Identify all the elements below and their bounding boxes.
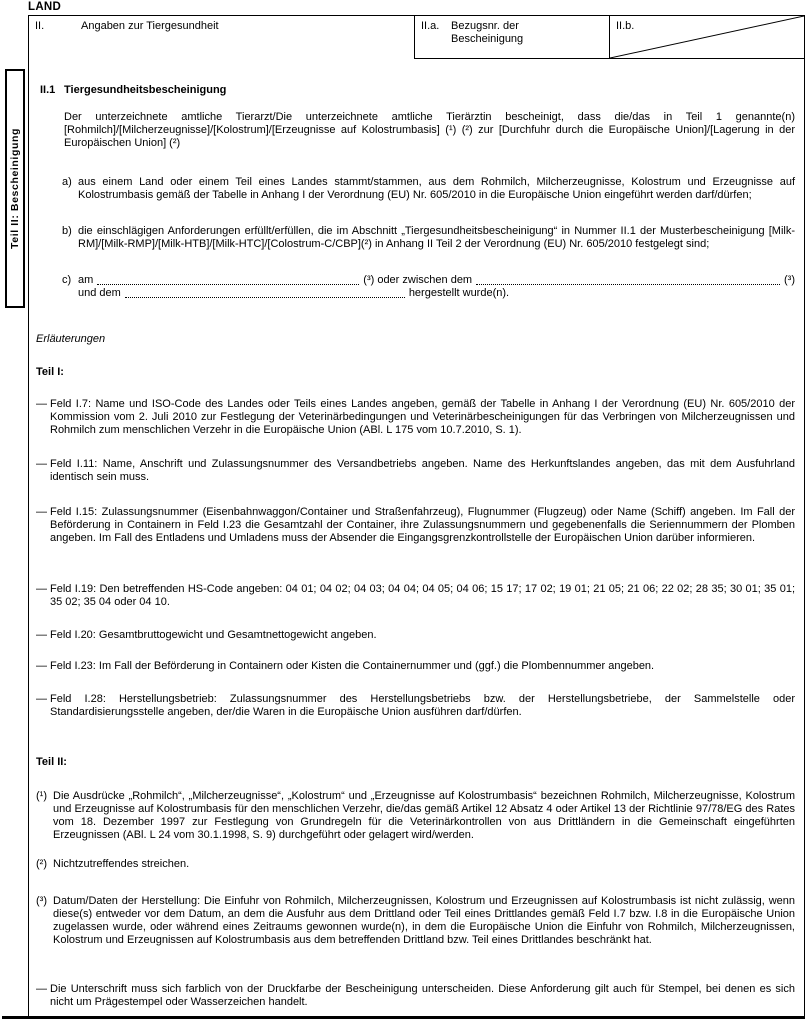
- dash-marker: —: [36, 506, 47, 518]
- date-line-2: [78, 287, 795, 300]
- field-note-i11: [36, 458, 795, 484]
- header-cell-number: II.a.: [421, 20, 440, 32]
- footnote-text: Nichtzutreffendes streichen.: [53, 858, 190, 870]
- dash-marker: —: [36, 458, 47, 470]
- item-text: aus einem Land oder einem Teil eines Landes stammt/stammen, aus dem Rohmilch, Milcherzeugnisse, Kolostrum und Erzeugnisse auf Kolostrumbasis gemäß der Tabelle in Anhang I der Verordnung (EU) Nr. 605/2010 in die Europäische Union eingeführt werden darf/dürfen;: [78, 176, 795, 201]
- diagonal-strike-line: [610, 16, 804, 58]
- footnote-ref: (³): [784, 274, 795, 286]
- field-note-i20: [36, 629, 795, 642]
- page-bottom-rule: [2, 1016, 805, 1019]
- date-line-1: [78, 274, 795, 287]
- field-note-i15: [36, 506, 795, 545]
- field-note-i7: [36, 398, 795, 437]
- section-title: Tiergesundheitsbescheinigung: [64, 84, 227, 96]
- footnote-marker: (²): [36, 858, 47, 870]
- explanations-title: Erläuterungen: [36, 333, 106, 345]
- field-note-i19: [36, 583, 795, 609]
- footnote-1: [36, 790, 795, 842]
- field-note-i23: [36, 660, 795, 673]
- date-line-text: (³) oder zwischen dem: [363, 274, 473, 286]
- item-label: c): [62, 274, 72, 286]
- dash-marker: —: [36, 660, 47, 672]
- section-heading: [40, 84, 780, 97]
- header-cell-animal-health: [29, 16, 414, 59]
- dash-marker: —: [36, 693, 47, 705]
- footnote-marker: (¹): [36, 790, 47, 802]
- part-ii-title: Teil II:: [36, 756, 67, 768]
- date-line-text: am: [78, 274, 94, 286]
- field-note-text: Feld I.23: Im Fall der Beförderung in Containern oder Kisten die Containernummer und (ggf.) die Plombennummer angeben.: [50, 660, 655, 672]
- field-note-text: Feld I.19: Den betreffenden HS-Code angeben: 04 01; 04 02; 04 03; 04 04; 04 05; 04 06; 15 17; 17 02; 19 01; 21 05; 21 06; 22 02; 28 35; 30 01; 35 01; 35 02; 35 04 oder 04 10.: [50, 583, 795, 608]
- date-line-text: hergestellt wurde(n).: [408, 287, 510, 299]
- footnote-marker: (³): [36, 895, 47, 907]
- part-i-title: Teil I:: [36, 366, 64, 378]
- certification-item-a: [62, 176, 795, 202]
- header-cell-label: Bezugsnr. der Bescheinigung: [451, 20, 524, 45]
- footnote-2: [36, 858, 795, 871]
- certification-intro-paragraph: Der unterzeichnete amtliche Tierarzt/Die unterzeichnete amtliche Tierärztin bescheinigt, dass die/das in Teil 1 genannte(n) [Rohmilch]/[Milcherzeugnisse]/[Kolostrum]/[Erzeugnisse auf Kolostrumbasis] (¹) (²) zur [Durchfuhr durch die Europäische Union]/[Lagerung in der Europäischen Union] (²): [64, 111, 795, 149]
- field-note-text: Feld I.20: Gesamtbruttogewicht und Gesamtnettogewicht angeben.: [50, 629, 377, 641]
- header-table: [29, 16, 804, 59]
- field-note-text: Feld I.7: Name und ISO-Code des Landes oder Teils eines Landes angeben, gemäß der Tabelle in Anhang I der Verordnung (EU) Nr. 605/2010 der Kommission vom 2. Juli 2010 zur Festlegung der Veterinärbedingungen und Veterinärbescheinigungen für das Verbringen von Milcherzeugnissen und Rohmilch zum menschlichen Verzehr in die Europäische Union (ABl. L 175 vom 10.7.2010, S. 1).: [50, 398, 795, 436]
- part-ii-side-tab-label: Teil II: Bescheinigung: [8, 128, 21, 249]
- field-note-i28: [36, 693, 795, 719]
- dash-marker: —: [36, 583, 47, 595]
- date-line-text: und dem: [78, 287, 121, 299]
- header-cell-label: Angaben zur Tiergesundheit: [81, 20, 219, 32]
- dash-marker: —: [36, 983, 47, 995]
- certification-item-b: [62, 225, 795, 251]
- item-label: a): [62, 176, 72, 188]
- item-text: die einschlägigen Anforderungen erfüllt/erfüllen, die im Abschnitt „Tiergesundheitsbescheinigung“ in Nummer II.1 der Musterbescheinigung [Milk-RM]/[Milk-RMP]/[Milk-HTB]/[Milk-HTC]/[Colostrum-C/CBP](²) in Anhang II Teil 2 der Verordnung (EU) Nr. 605/2010 festgelegt sind;: [78, 225, 795, 250]
- part-ii-side-tab: [5, 69, 25, 308]
- section-number: II.1: [40, 84, 56, 96]
- field-note-text: Feld I.11: Name, Anschrift und Zulassungsnummer des Versandbetriebs angeben. Name des Herkunftslandes angeben, das mit dem Ausfuhrland identisch sein muss.: [50, 458, 795, 483]
- field-note-text: Feld I.15: Zulassungsnummer (Eisenbahnwaggon/Container und Straßenfahrzeug), Flugnummer (Flugzeug) oder Name (Schiff) angeben. Im Fall der Beförderung in Containern in Feld I.23 die Gesamtzahl der Container, ihre Zulassungsnummern und gegebenenfalls die Seriennummern der Plomben angeben. Im Fall des Entladens und Umladens muss der Absender die Eingangsgrenzkontrollstelle der Europäischen Union darüber informieren.: [50, 506, 795, 544]
- header-cell-number: II.b.: [616, 20, 635, 32]
- dash-marker: —: [36, 629, 47, 641]
- item-label: b): [62, 225, 72, 237]
- footnote-text: Datum/Daten der Herstellung: Die Einfuhr von Rohmilch, Milcherzeugnissen, Kolostrum und Erzeugnissen auf Kolostrumbasis ist nicht zulässig, wenn diese(s) entweder vor dem Datum, an dem die Ausfuhr aus dem Drittland oder Teil eines Drittlandes gemäß Feld I.7 bzw. I.8 in die Europäische Union zugelassen wurde, oder während eines Zeitraums gewonnen wurde(n), in dem die Europäische Union die Einfuhr von Rohmilch, Milcherzeugnissen, Kolostrum und Erzeugnissen auf Kolostrumbasis aus dem betreffenden Drittland bzw. Teil eines Drittlandes beschränkt hat.: [53, 895, 795, 946]
- dotted-fill-field: [476, 276, 780, 285]
- dotted-fill-field: [97, 276, 359, 285]
- dash-marker: —: [36, 398, 47, 410]
- signature-note: [36, 983, 795, 1009]
- signature-note-text: Die Unterschrift muss sich farblich von der Druckfarbe der Bescheinigung unterscheiden. Diese Anforderung gilt auch für Stempel, bei denen es sich nicht um Prägestempel oder Wasserzeichen handelt.: [50, 983, 795, 1008]
- header-cell-reference-number: [414, 16, 609, 59]
- certification-item-c: [62, 274, 795, 300]
- dotted-fill-field: [125, 289, 405, 298]
- country-label: LAND: [28, 1, 62, 13]
- field-note-text: Feld I.28: Herstellungsbetrieb: Zulassungsnummer des Herstellungsbetriebs bzw. der Herstellungsbetriebe, der Sammelstelle oder Standardisierungsstelle angeben, der/die Waren in die Europäische Union ausführen darf/dürfen.: [50, 693, 795, 718]
- footnote-text: Die Ausdrücke „Rohmilch“, „Milcherzeugnisse“, „Kolostrum“ und „Erzeugnisse auf Kolostrumbasis“ bezeichnen Rohmilch, Milcherzeugnisse, Kolostrum und Erzeugnisse auf Kolostrumbasis für den menschlichen Verzehr, die/das gemäß Artikel 12 Absatz 4 oder Artikel 13 der Richtlinie 97/78/EG des Rates vom 18. Dezember 1997 zur Festlegung von Grundregeln für die Veterinärkontrollen von aus Drittländern in die Gemeinschaft eingeführten Erzeugnissen (ABl. L 24 vom 30.1.1998, S. 9) durchgeführt oder gelagert wird/werden.: [53, 790, 795, 841]
- header-cell-iib: [609, 16, 804, 59]
- header-cell-number: II.: [35, 20, 45, 32]
- footnote-3: [36, 895, 795, 947]
